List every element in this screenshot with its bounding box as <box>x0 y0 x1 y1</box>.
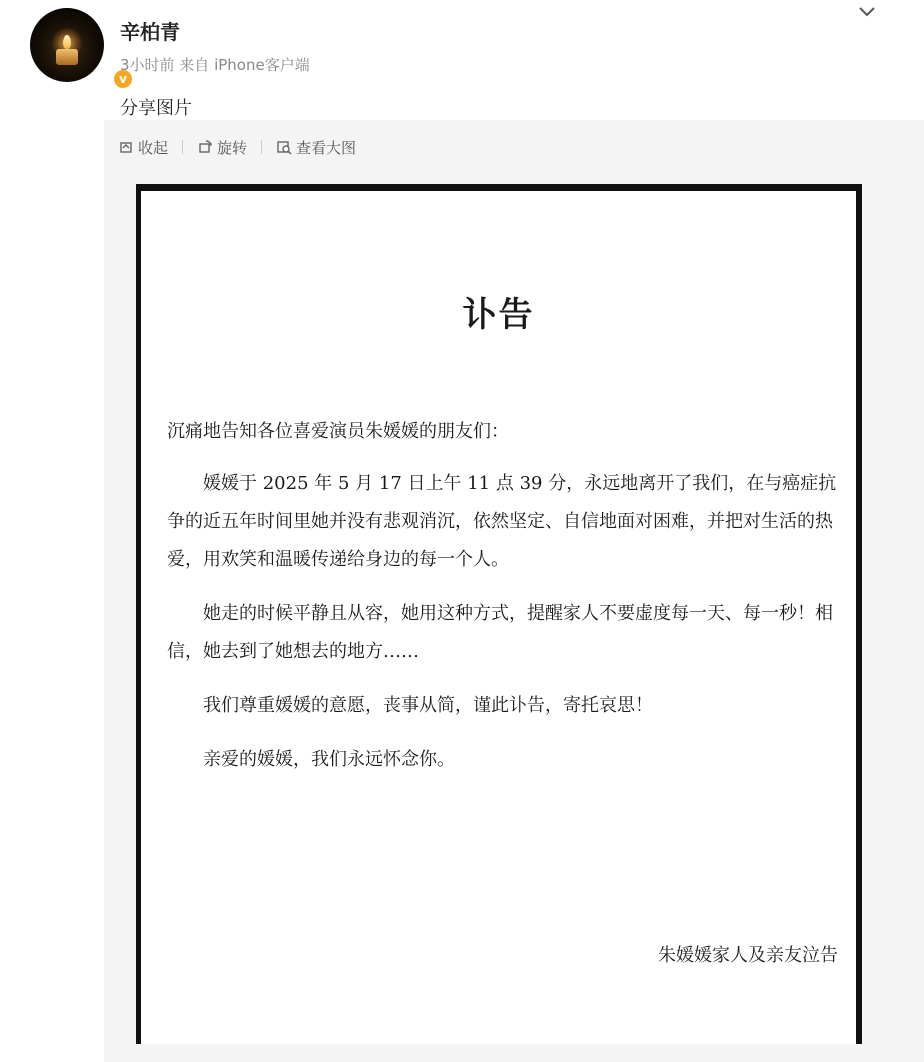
obituary-signature: 朱媛媛家人及亲友泣告 <box>658 945 838 966</box>
obituary-title: 讣告 <box>462 295 535 335</box>
avatar[interactable] <box>30 8 127 86</box>
candle-flame <box>63 35 71 49</box>
view-large-label: 查看大图 <box>296 138 357 157</box>
rotate-button[interactable] <box>197 137 247 158</box>
rotate-label: 旋转 <box>217 138 248 157</box>
obituary-paragraph: 她走的时候平静且从容，她用这种方式，提醒家人不要虚度每一天、每一秒！相信，她去到了她想去的地方…… <box>167 603 833 662</box>
rotate-icon <box>197 139 213 155</box>
post-header <box>0 0 924 120</box>
collapse-button[interactable] <box>118 137 168 158</box>
chevron-down-icon[interactable] <box>856 2 878 20</box>
collapse-label: 收起 <box>138 138 169 157</box>
candle-body <box>56 49 78 65</box>
view-large-icon <box>276 139 292 155</box>
obituary-greeting: 沉痛地告知各位喜爱演员朱媛媛的朋友们： <box>167 421 509 442</box>
verified-badge-icon: v <box>112 68 134 90</box>
toolbar-divider <box>261 140 262 154</box>
obituary-paragraph: 媛媛于 2025 年 5 月 17 日上午 11 点 39 分，永远地离开了我们，在与癌症抗争的近五年时间里她并没有悲观消沉，依然坚定、自信地面对困难，并把对生活的热爱，用欢笑和温暖传递给身边的每一个人。 <box>167 473 837 570</box>
view-large-button[interactable] <box>276 137 356 158</box>
post-meta: 3小时前 来自 iPhone客户端 <box>120 56 310 74</box>
obituary-paragraph: 我们尊重媛媛的意愿，丧事从简，谨此讣告，寄托哀思！ <box>203 695 653 716</box>
obituary-image[interactable] <box>136 184 862 1044</box>
collapse-icon <box>118 139 134 155</box>
username[interactable]: 辛柏青 <box>120 20 180 44</box>
toolbar-divider <box>182 140 183 154</box>
obituary-body <box>167 413 839 795</box>
image-toolbar <box>118 136 356 158</box>
obituary-paragraph: 亲爱的媛媛，我们永远怀念你。 <box>203 749 455 770</box>
post-text: 分享图片 <box>120 98 192 119</box>
